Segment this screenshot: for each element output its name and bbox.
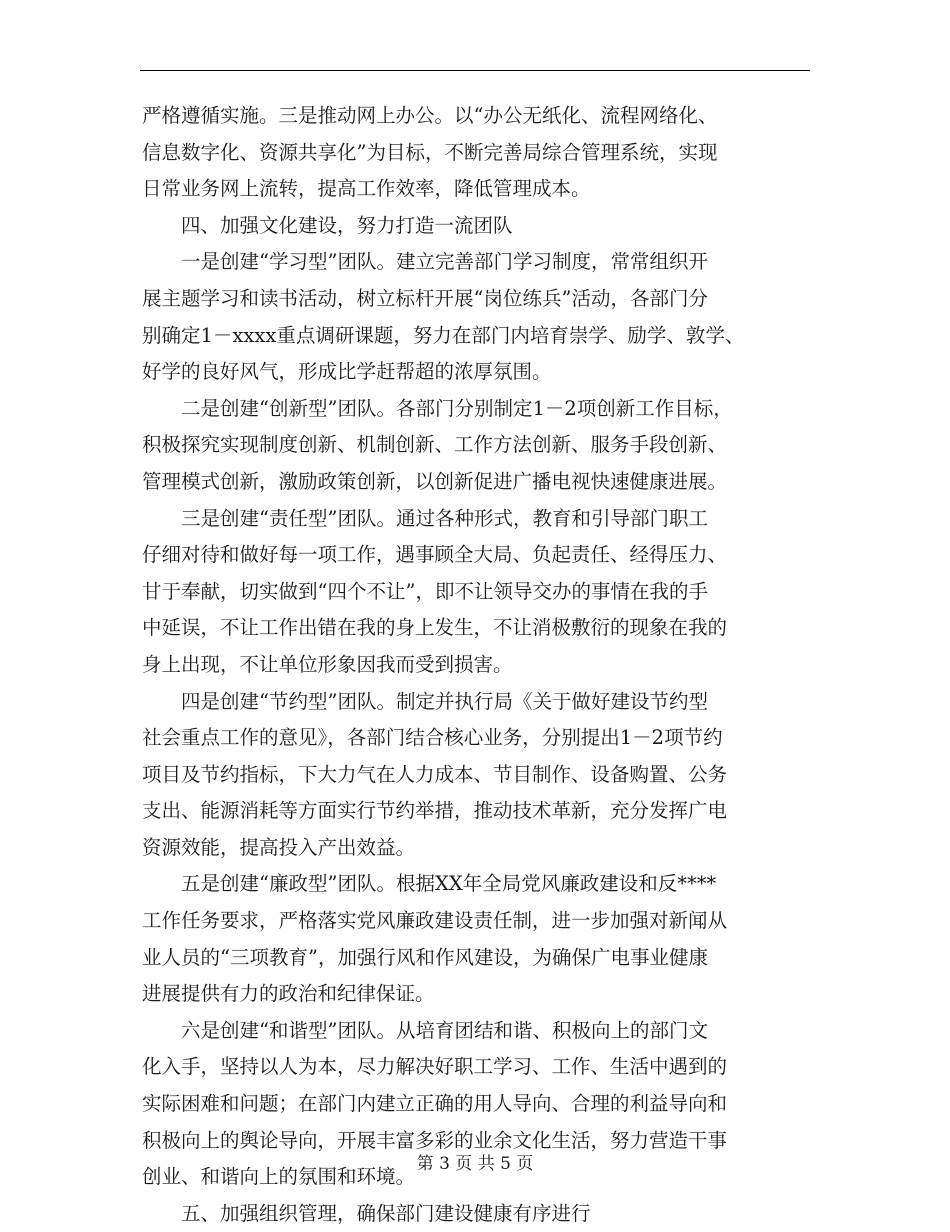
body-text-line: 仔细对待和做好每一项工作，遇事顾全大局、负起责任、经得压力、 [142,543,728,567]
body-text-line: 积极探究实现制度创新、机制创新、工作方法创新、服务手段创新、 [142,433,728,457]
body-text-line: 业人员的“三项教育”，加强行风和作风建设，为确保广电事业健康 [142,945,708,969]
body-text-line: 积极向上的舆论导向，开展丰富多彩的业余文化生活，努力营造干事 [142,1128,728,1152]
body-text-line: 进展提供有力的政治和纪律保证。 [142,982,435,1006]
body-text-line: 实际困难和问题；在部门内建立正确的用人导向、合理的利益导向和 [142,1092,728,1116]
body-text-line: 四、加强文化建设，努力打造一流团队 [181,213,513,237]
body-text-line: 六是创建“和谐型”团队。从培育团结和谐、积极向上的部门文 [181,1018,708,1042]
body-text-line: 项目及节约指标，下大力气在人力成本、节目制作、设备购置、公务 [142,762,728,786]
body-text-line: 甘于奉献，切实做到“四个不让”，即不让领导交办的事情在我的手 [142,579,708,603]
body-text-line: 别确定1－xxxx重点调研课题，努力在部门内培育崇学、励学、敦学、 [142,323,745,347]
body-text-line: 四是创建“节约型”团队。制定并执行局《关于做好建设节约型 [181,689,708,713]
body-text-line: 中延误，不让工作出错在我的身上发生，不让消极敷衍的现象在我的 [142,616,728,640]
body-text-line: 信息数字化、资源共享化”为目标，不断完善局综合管理系统，实现 [142,140,718,164]
body-text-line: 支出、能源消耗等方面实行节约举措，推动技术革新，充分发挥广电 [142,799,728,823]
body-text-line: 工作任务要求，严格落实党风廉政建设责任制，进一步加强对新闻从 [142,909,728,933]
body-text-line: 日常业务网上流转，提高工作效率，降低管理成本。 [142,177,591,201]
body-text-line: 化入手，坚持以人为本，尽力解决好职工学习、工作、生活中遇到的 [142,1055,728,1079]
header-rule [140,70,810,71]
body-text-line: 严格遵循实施。三是推动网上办公。以“办公无纸化、流程网络化、 [142,104,718,127]
body-text-line: 创业、和谐向上的氛围和环境。 [142,1165,416,1189]
body-text-line: 好学的良好风气，形成比学赶帮超的浓厚氛围。 [142,360,552,384]
body-text-line: 管理模式创新，激励政策创新，以创新促进广播电视快速健康进展。 [142,469,728,493]
body-text-line: 五、加强组织管理，确保部门建设健康有序进行 [181,1201,591,1225]
page-number-footer: 第 3 页 共 5 页 [416,1154,534,1174]
body-text-line: 身上出现，不让单位形象因我而受到损害。 [142,652,513,676]
body-text-line: 展主题学习和读书活动，树立标杆开展“岗位练兵”活动，各部门分 [142,286,708,310]
body-text-line: 二是创建“创新型”团队。各部门分别制定1－2项创新工作目标， [181,396,733,420]
body-text-line: 资源效能，提高投入产出效益。 [142,835,416,859]
body-text-line: 三是创建“责任型”团队。通过各种形式，教育和引导部门职工 [181,506,708,530]
body-text-line: 五是创建“廉政型”团队。根据XX年全局党风廉政建设和反**** [181,872,717,896]
body-text-line: 社会重点工作的意见》，各部门结合核心业务，分别提出1－2项节约 [142,726,723,750]
body-text-line: 一是创建“学习型”团队。建立完善部门学习制度，常常组织开 [181,250,708,274]
document-body [142,98,814,1232]
